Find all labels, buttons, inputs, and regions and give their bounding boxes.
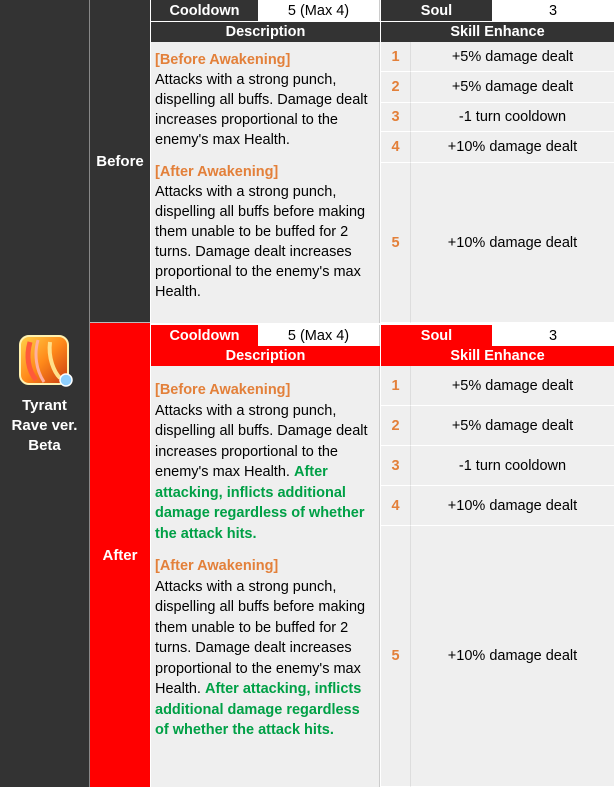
after-enhance-text: +5% damage dealt — [411, 406, 614, 446]
before-enhance-level: 4 — [381, 132, 411, 163]
before-soul-label: Soul — [381, 0, 492, 21]
after-enhance-text: +10% damage dealt — [411, 526, 614, 787]
before-after-awakening-title: [After Awakening] — [155, 164, 279, 180]
skill-column — [0, 0, 90, 787]
after-enhance-level: 4 — [381, 486, 411, 526]
before-enhance-text: +5% damage dealt — [411, 72, 614, 103]
before-enhance-level: 3 — [381, 103, 411, 132]
after-before-awakening-text: Attacks with a strong punch, dispelling all buffs. Damage dealt increases proportional to the enemy's max Health. — [155, 402, 368, 480]
before-soul-value: 3 — [492, 0, 614, 21]
after-after-awakening-added: After attacking, inflicts additional damage regardless of whether the attack hits. — [155, 681, 362, 738]
after-cooldown-label: Cooldown — [151, 325, 258, 346]
after-enhance-level: 3 — [381, 446, 411, 486]
before-enhance-level: 5 — [381, 163, 411, 323]
after-soul-label: Soul — [381, 325, 492, 346]
after-enhance-text: -1 turn cooldown — [411, 446, 614, 486]
before-cooldown-value: 5 (Max 4) — [258, 0, 380, 21]
before-enhance-text: +5% damage dealt — [411, 42, 614, 72]
before-enhance-text: +10% damage dealt — [411, 132, 614, 163]
before-before-awakening-title: [Before Awakening] — [155, 52, 291, 68]
after-enhance-level: 1 — [381, 366, 411, 406]
after-description-header: Description — [151, 346, 380, 366]
after-label: After — [90, 323, 150, 787]
after-after-awakening-title: [After Awakening] — [155, 558, 279, 574]
before-enhance-text: -1 turn cooldown — [411, 103, 614, 132]
before-description-header: Description — [151, 22, 380, 42]
skill-name: Tyrant Rave ver. Beta — [11, 396, 78, 454]
after-enhance-text: +10% damage dealt — [411, 486, 614, 526]
after-cooldown-value: 5 (Max 4) — [258, 325, 380, 346]
tyrant-rave-skill-icon — [16, 332, 74, 390]
after-before-awakening-title: [Before Awakening] — [155, 382, 291, 398]
after-enhance-level: 5 — [381, 526, 411, 787]
before-label: Before — [90, 0, 150, 323]
before-description — [151, 42, 380, 323]
before-before-awakening-text: Attacks with a strong punch, dispelling all buffs. Damage dealt increases proportional to the enemy's max Health. — [155, 72, 368, 148]
after-before-awakening-added: After attacking, inflicts additional damage regardless of whether the attack hits. — [155, 464, 365, 542]
after-soul-value: 3 — [492, 325, 614, 346]
before-cooldown-label: Cooldown — [151, 0, 258, 21]
before-enhance-header: Skill Enhance — [381, 22, 614, 42]
after-description — [151, 366, 380, 787]
before-enhance-level: 1 — [381, 42, 411, 72]
before-enhance-text: +10% damage dealt — [411, 163, 614, 323]
after-after-awakening-text: Attacks with a strong punch, dispelling all buffs before making them unable to be buffed for 2 turns. Damage dealt increases proportional to the enemy's max Health. — [155, 578, 366, 697]
before-after-awakening-text: Attacks with a strong punch, dispelling all buffs before making them unable to be buffed for 2 turns. Damage dealt increases proportional to the enemy's max Health. — [155, 184, 366, 300]
after-enhance-level: 2 — [381, 406, 411, 446]
after-enhance-text: +5% damage dealt — [411, 366, 614, 406]
after-enhance-header: Skill Enhance — [381, 346, 614, 366]
before-enhance-level: 2 — [381, 72, 411, 103]
